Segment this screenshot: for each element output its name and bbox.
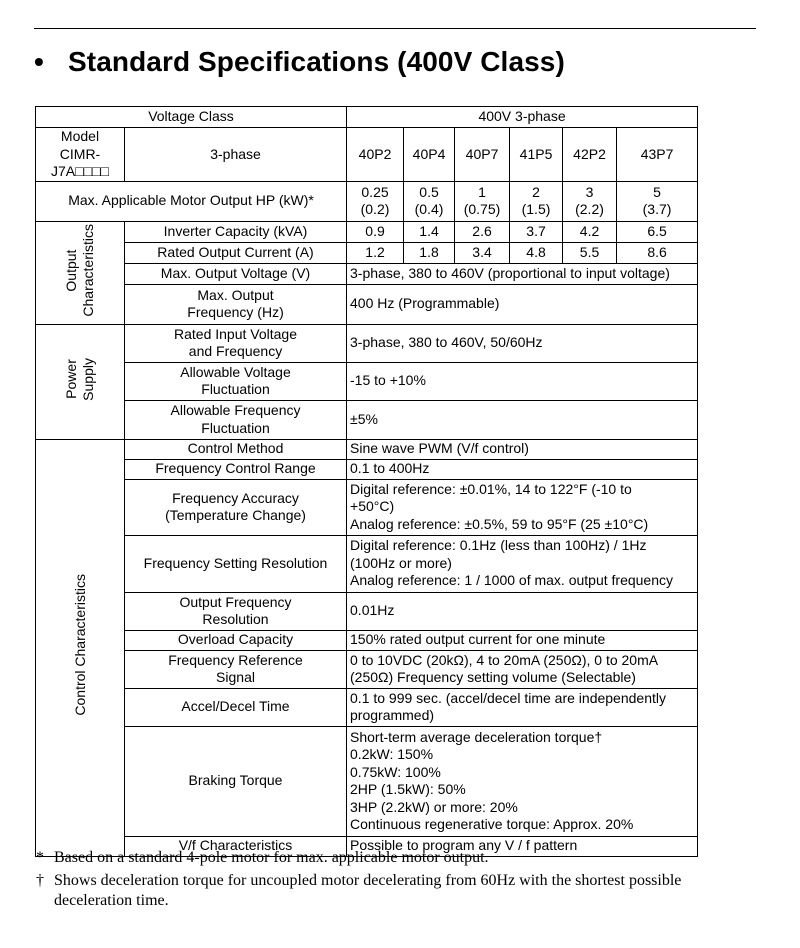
footnote-mark: † <box>36 872 44 889</box>
rated-current-cell: 5.5 <box>563 242 617 263</box>
rated-current-label: Rated Output Current (A) <box>125 242 347 263</box>
table-row <box>36 128 698 182</box>
power-supply-group <box>36 324 125 439</box>
page-title <box>34 46 565 78</box>
output-frequency-resolution-label: Output Frequency Resolution <box>125 592 347 630</box>
power-supply-label: Power Supply <box>63 357 96 401</box>
table-row <box>36 263 698 284</box>
model-cell: 40P4 <box>404 128 455 182</box>
footnote <box>36 871 736 911</box>
vf-characteristics-value: Possible to program any V / f pattern <box>347 836 698 856</box>
frequency-reference-label: Frequency Reference Signal <box>125 650 347 688</box>
control-characteristics-label: Control Characteristics <box>71 574 88 717</box>
footnote-text: Shows deceleration torque for uncoupled motor decelerating from 60Hz with the shortest possible deceleration time. <box>54 872 682 909</box>
model-label: Model CIMR-J7A□□□□ <box>36 128 125 182</box>
motor-output-cell: 5 (3.7) <box>617 181 698 221</box>
footnote <box>36 848 736 868</box>
control-method-value: Sine wave PWM (V/f control) <box>347 439 698 459</box>
frequency-accuracy-label: Frequency Accuracy (Temperature Change) <box>125 479 347 535</box>
table-row <box>36 535 698 592</box>
table-row <box>36 688 698 726</box>
motor-output-label: Max. Applicable Motor Output HP (kW)* <box>36 181 347 221</box>
overload-capacity-label: Overload Capacity <box>125 630 347 650</box>
accel-decel-label: Accel/Decel Time <box>125 688 347 726</box>
rated-current-cell: 4.8 <box>510 242 563 263</box>
motor-output-cell: 1 (0.75) <box>455 181 510 221</box>
frequency-reference-value: 0 to 10VDC (20kΩ), 4 to 20mA (250Ω), 0 to 20mA (250Ω) Frequency setting volume (Selectable) <box>347 650 698 688</box>
rated-current-cell: 3.4 <box>455 242 510 263</box>
output-frequency-resolution-value: 0.01Hz <box>347 592 698 630</box>
phase-label: 3-phase <box>125 128 347 182</box>
overload-capacity-value: 150% rated output current for one minute <box>347 630 698 650</box>
frequency-range-value: 0.1 to 400Hz <box>347 459 698 479</box>
braking-torque-value: Short-term average deceleration torque† 0.2kW: 150% 0.75kW: 100% 2HP (1.5kW): 50% 3HP (2.2kW) or more: 20% Continuous regenerative torque: Approx. 20% <box>347 726 698 836</box>
table-row <box>36 181 698 221</box>
footnote-text: Based on a standard 4-pole motor for max. applicable motor output. <box>54 849 489 866</box>
table-row <box>36 242 698 263</box>
model-cell: 43P7 <box>617 128 698 182</box>
inverter-capacity-cell: 1.4 <box>404 221 455 242</box>
table-row <box>36 592 698 630</box>
spec-table <box>35 106 698 857</box>
voltage-class-value: 400V 3-phase <box>347 107 698 128</box>
table-row <box>36 284 698 324</box>
table-row <box>36 107 698 128</box>
table-row <box>36 400 698 439</box>
footnotes <box>36 848 736 914</box>
inverter-capacity-cell: 6.5 <box>617 221 698 242</box>
voltage-class-label: Voltage Class <box>36 107 347 128</box>
title-bullet: • <box>34 46 44 77</box>
braking-torque-label: Braking Torque <box>125 726 347 836</box>
vf-characteristics-label: V/f Characteristics <box>125 836 347 856</box>
rated-input-value: 3-phase, 380 to 460V, 50/60Hz <box>347 324 698 362</box>
allowable-voltage-label: Allowable Voltage Fluctuation <box>125 362 347 400</box>
table-row <box>36 630 698 650</box>
inverter-capacity-cell: 2.6 <box>455 221 510 242</box>
motor-output-cell: 3 (2.2) <box>563 181 617 221</box>
rated-input-label: Rated Input Voltage and Frequency <box>125 324 347 362</box>
output-characteristics-group <box>36 221 125 324</box>
rated-current-cell: 8.6 <box>617 242 698 263</box>
frequency-setting-label: Frequency Setting Resolution <box>125 535 347 592</box>
table-row <box>36 439 698 459</box>
rated-current-cell: 1.2 <box>347 242 404 263</box>
max-voltage-label: Max. Output Voltage (V) <box>125 263 347 284</box>
header-rule <box>34 28 756 29</box>
allowable-frequency-value: ±5% <box>347 400 698 439</box>
table-row <box>36 324 698 362</box>
allowable-voltage-value: -15 to +10% <box>347 362 698 400</box>
motor-output-cell: 0.5 (0.4) <box>404 181 455 221</box>
model-cell: 40P2 <box>347 128 404 182</box>
footnote-mark: * <box>36 849 44 866</box>
allowable-frequency-label: Allowable Frequency Fluctuation <box>125 400 347 439</box>
frequency-accuracy-value: Digital reference: ±0.01%, 14 to 122°F (-10 to +50°C) Analog reference: ±0.5%, 59 to 95°F (25 ±10°C) <box>347 479 698 535</box>
output-characteristics-label: Output Characteristics <box>63 223 96 317</box>
table-row <box>36 726 698 836</box>
frequency-range-label: Frequency Control Range <box>125 459 347 479</box>
rated-current-cell: 1.8 <box>404 242 455 263</box>
table-row <box>36 221 698 242</box>
frequency-setting-value: Digital reference: 0.1Hz (less than 100Hz) / 1Hz (100Hz or more) Analog reference: 1 / 1000 of max. output frequency <box>347 535 698 592</box>
inverter-capacity-cell: 3.7 <box>510 221 563 242</box>
table-row <box>36 650 698 688</box>
model-cell: 40P7 <box>455 128 510 182</box>
model-cell: 42P2 <box>563 128 617 182</box>
accel-decel-value: 0.1 to 999 sec. (accel/decel time are independently programmed) <box>347 688 698 726</box>
inverter-capacity-cell: 0.9 <box>347 221 404 242</box>
table-row <box>36 362 698 400</box>
control-method-label: Control Method <box>125 439 347 459</box>
max-frequency-value: 400 Hz (Programmable) <box>347 284 698 324</box>
motor-output-cell: 2 (1.5) <box>510 181 563 221</box>
inverter-capacity-cell: 4.2 <box>563 221 617 242</box>
motor-output-cell: 0.25 (0.2) <box>347 181 404 221</box>
inverter-capacity-label: Inverter Capacity (kVA) <box>125 221 347 242</box>
max-voltage-value: 3-phase, 380 to 460V (proportional to input voltage) <box>347 263 698 284</box>
title-text: Standard Specifications (400V Class) <box>68 46 565 77</box>
control-characteristics-group <box>36 439 125 856</box>
max-frequency-label: Max. Output Frequency (Hz) <box>125 284 347 324</box>
model-cell: 41P5 <box>510 128 563 182</box>
table-row <box>36 459 698 479</box>
table-row <box>36 479 698 535</box>
